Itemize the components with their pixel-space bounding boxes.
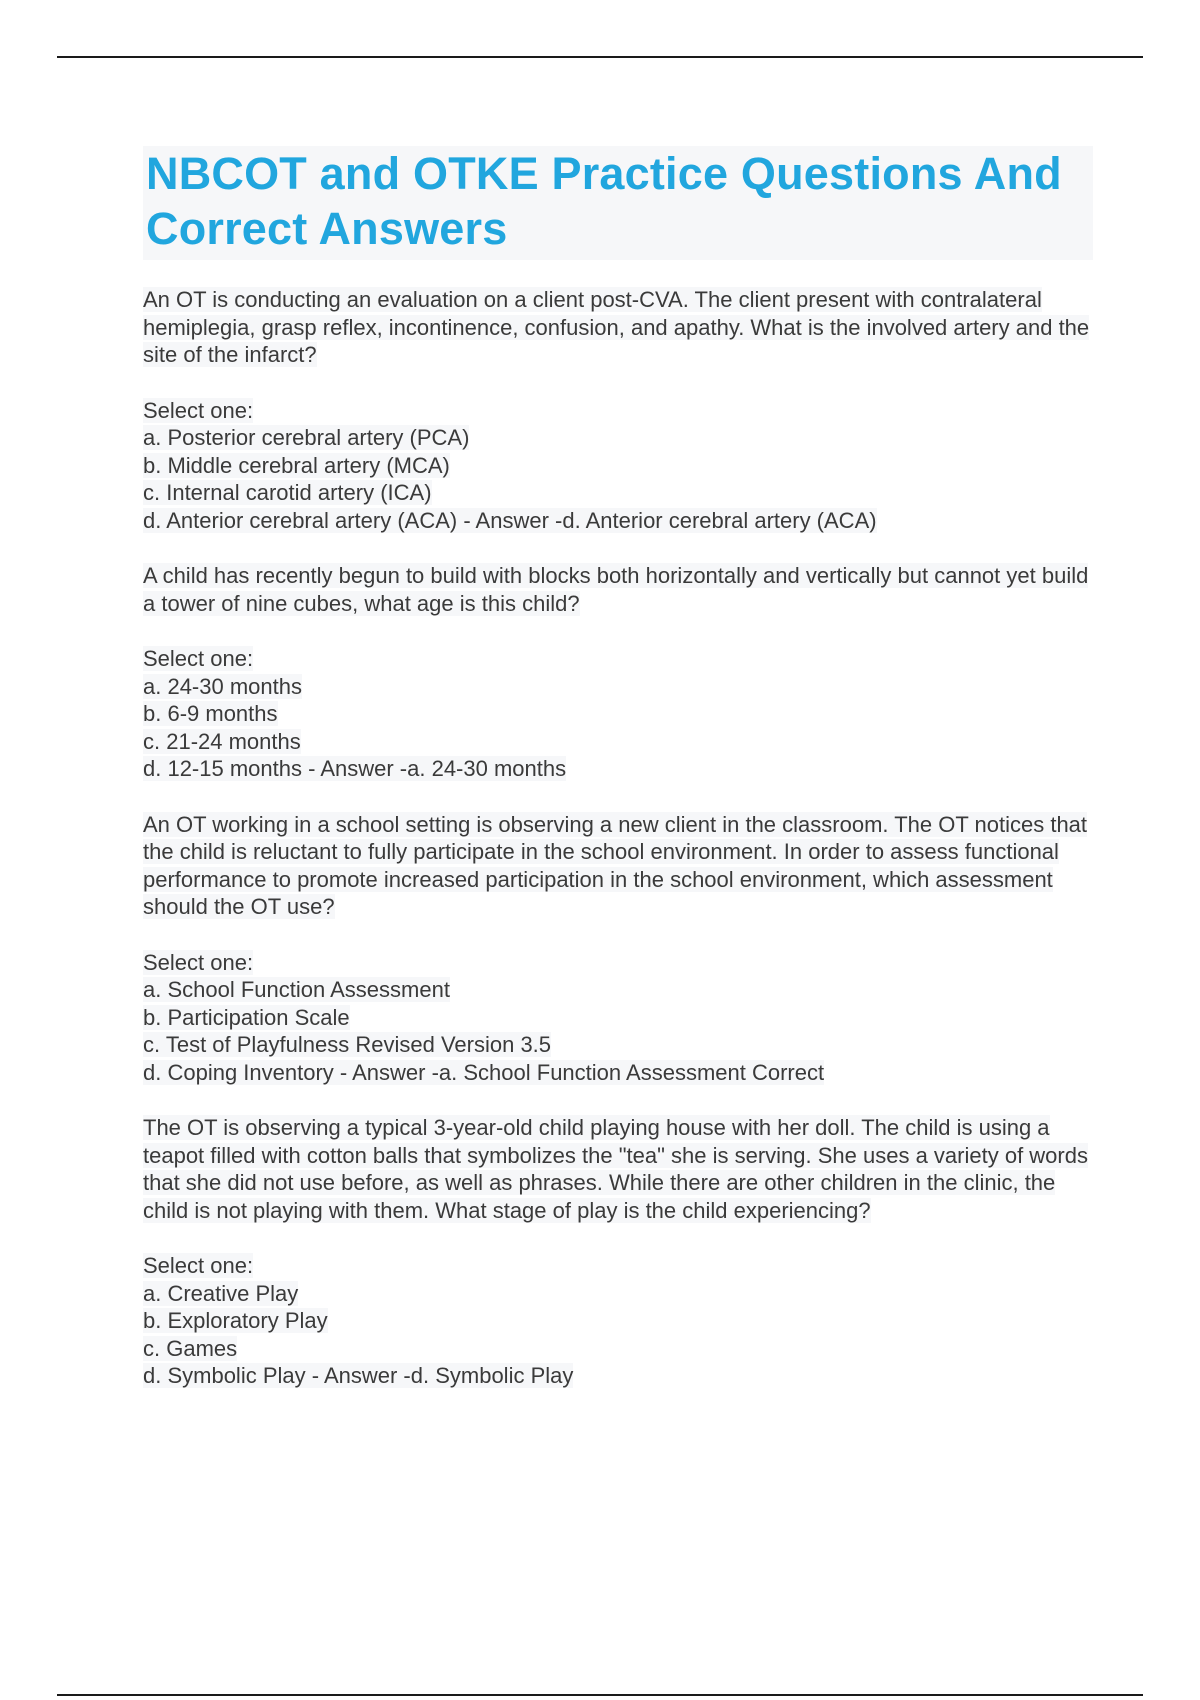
select-one-label: Select one: — [143, 949, 254, 975]
options-list — [143, 949, 1093, 1087]
title-block — [143, 146, 1093, 260]
option-b: b. Participation Scale — [143, 1004, 350, 1030]
document-title: NBCOT and OTKE Practice Questions And Correct Answers — [146, 148, 1062, 254]
option-b: b. 6-9 months — [143, 701, 278, 726]
option-a: a. School Function Assessment — [143, 977, 450, 1002]
header-rule — [57, 56, 1143, 58]
options-list — [143, 397, 1093, 535]
select-one-label: Select one: — [143, 646, 254, 671]
option-c: c. Internal carotid artery (ICA) — [143, 480, 432, 505]
question-text: An OT is conducting an evaluation on a client post-CVA. The client present with contralateral hemiplegia, grasp reflex, incontinence, confusion, and apathy. What is the involved artery and the site of the infarct? — [143, 287, 1090, 367]
question-text: An OT working in a school setting is observing a new client in the classroom. The OT notices that the child is reluctant to fully participate in the school environment. In order to assess functional performance to promote increased participation in the school environment, which assessment should the OT use? — [143, 811, 1088, 919]
option-a: a. Creative Play — [143, 1280, 299, 1306]
option-c: c. Test of Playfulness Revised Version 3.5 — [143, 1032, 552, 1057]
option-a: a. Posterior cerebral artery (PCA) — [143, 425, 470, 450]
options-list — [143, 1252, 1093, 1390]
question-text: A child has recently begun to build with blocks both horizontally and vertically but cannot yet build a tower of nine cubes, what age is this child? — [143, 563, 1089, 616]
option-d-answer: d. Coping Inventory - Answer -a. School Function Assessment Correct — [143, 1059, 825, 1085]
question-3 — [143, 811, 1093, 1087]
option-c: c. Games — [143, 1335, 238, 1361]
option-d-answer: d. Symbolic Play - Answer -d. Symbolic Play — [143, 1363, 574, 1388]
question-1 — [143, 286, 1093, 534]
option-c: c. 21-24 months — [143, 728, 301, 754]
question-2 — [143, 562, 1093, 783]
question-text: The OT is observing a typical 3-year-old child playing house with her doll. The child is using a teapot filled with cotton balls that symbolizes the "tea" she is serving. She uses a variety of words that she did not use before, as well as phrases. While there are other children in the clinic, the child is not playing with them. What stage of play is the child experiencing? — [143, 1115, 1088, 1223]
option-a: a. 24-30 months — [143, 673, 302, 699]
option-d-answer: d. Anterior cerebral artery (ACA) - Answer -d. Anterior cerebral artery (ACA) — [143, 507, 877, 533]
select-one-label: Select one: — [143, 397, 254, 423]
document-body — [143, 146, 1093, 1418]
select-one-label: Select one: — [143, 1253, 254, 1278]
option-d-answer: d. 12-15 months - Answer -a. 24-30 months — [143, 756, 567, 781]
option-b: b. Exploratory Play — [143, 1308, 328, 1333]
question-4 — [143, 1114, 1093, 1390]
footer-rule — [57, 1694, 1143, 1696]
option-b: b. Middle cerebral artery (MCA) — [143, 452, 450, 478]
options-list — [143, 645, 1093, 783]
